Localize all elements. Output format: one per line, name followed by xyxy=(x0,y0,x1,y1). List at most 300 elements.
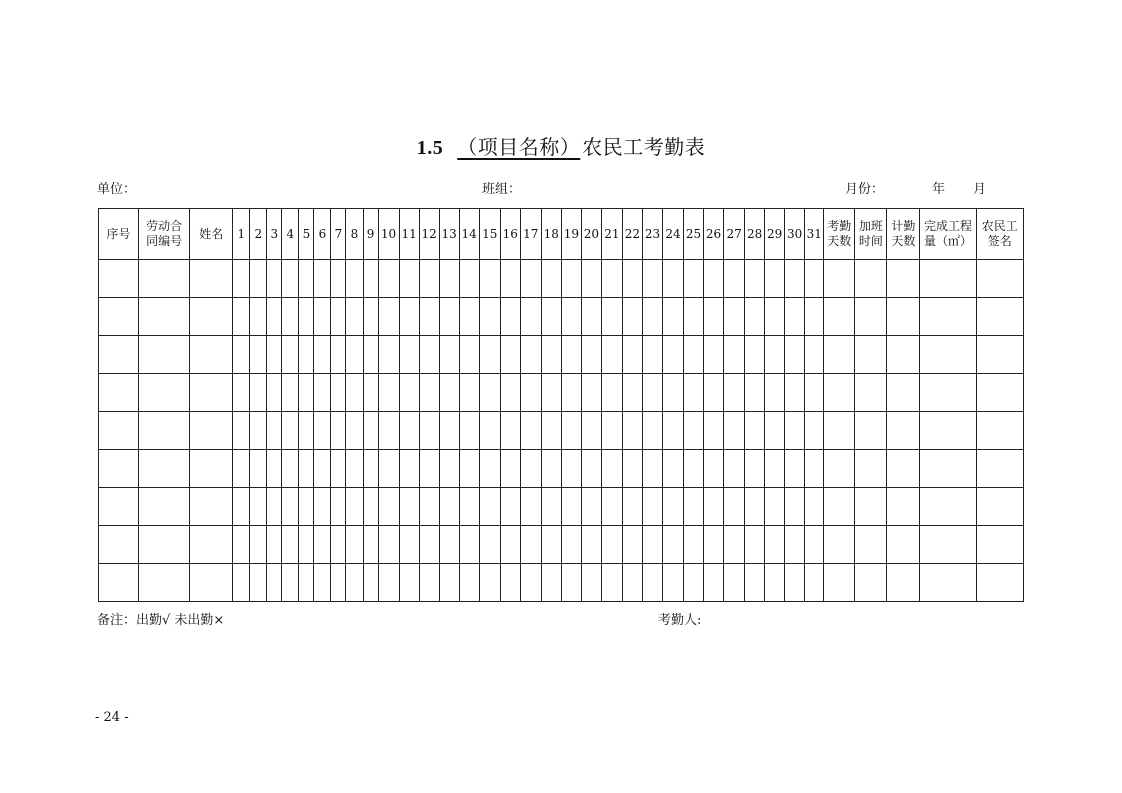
table-cell xyxy=(479,336,500,374)
table-cell xyxy=(267,564,282,602)
table-cell xyxy=(684,488,704,526)
table-cell xyxy=(139,298,190,336)
table-cell xyxy=(346,374,363,412)
table-cell xyxy=(581,374,601,412)
attendance-table xyxy=(98,208,1024,602)
table-cell xyxy=(520,260,541,298)
table-row xyxy=(99,374,1024,412)
table-cell xyxy=(601,450,622,488)
table-cell xyxy=(662,488,683,526)
table-cell xyxy=(704,412,724,450)
header-day-18: 18 xyxy=(541,209,561,260)
table-cell xyxy=(250,412,267,450)
table-cell xyxy=(459,450,479,488)
table-cell xyxy=(601,526,622,564)
table-cell xyxy=(745,336,765,374)
table-cell xyxy=(976,260,1023,298)
table-cell xyxy=(561,564,581,602)
table-cell xyxy=(190,564,233,602)
table-cell xyxy=(99,450,139,488)
table-cell xyxy=(378,488,399,526)
table-cell xyxy=(855,412,887,450)
table-cell xyxy=(765,412,785,450)
table-cell xyxy=(724,336,745,374)
table-row xyxy=(99,336,1024,374)
table-cell xyxy=(622,260,642,298)
table-cell xyxy=(724,564,745,602)
title-text: 农民工考勤表 xyxy=(582,135,706,159)
table-cell xyxy=(520,526,541,564)
table-cell xyxy=(299,450,314,488)
table-cell xyxy=(282,336,299,374)
table-row xyxy=(99,564,1024,602)
header-worker-signature-line1: 农民工 xyxy=(981,219,1018,233)
header-day-21: 21 xyxy=(601,209,622,260)
table-cell xyxy=(419,298,439,336)
table-cell xyxy=(500,526,520,564)
table-cell xyxy=(855,564,887,602)
table-cell xyxy=(824,488,855,526)
table-cell xyxy=(439,450,459,488)
table-cell xyxy=(745,526,765,564)
table-cell xyxy=(855,336,887,374)
table-cell xyxy=(785,564,805,602)
header-work-volume xyxy=(920,209,976,260)
table-cell xyxy=(378,526,399,564)
header-day-6: 6 xyxy=(314,209,331,260)
table-cell xyxy=(622,298,642,336)
table-cell xyxy=(765,374,785,412)
table-cell xyxy=(299,488,314,526)
table-cell xyxy=(399,412,419,450)
table-cell xyxy=(500,488,520,526)
table-cell xyxy=(346,564,363,602)
table-cell xyxy=(99,564,139,602)
table-cell xyxy=(439,298,459,336)
table-cell xyxy=(267,450,282,488)
table-cell xyxy=(704,336,724,374)
table-cell xyxy=(363,526,378,564)
table-cell xyxy=(363,336,378,374)
table-cell xyxy=(920,564,976,602)
table-cell xyxy=(399,336,419,374)
table-cell xyxy=(561,412,581,450)
table-cell xyxy=(233,450,250,488)
header-day-7: 7 xyxy=(331,209,346,260)
table-cell xyxy=(99,298,139,336)
table-cell xyxy=(190,488,233,526)
table-cell xyxy=(520,450,541,488)
table-cell xyxy=(378,450,399,488)
table-cell xyxy=(346,260,363,298)
table-cell xyxy=(684,412,704,450)
table-cell xyxy=(920,260,976,298)
table-cell xyxy=(684,564,704,602)
header-overtime-line1: 加班 xyxy=(858,219,883,233)
header-overtime-line2: 时间 xyxy=(858,234,883,248)
table-cell xyxy=(419,336,439,374)
page-title xyxy=(0,131,1122,160)
table-cell xyxy=(399,260,419,298)
table-cell xyxy=(331,374,346,412)
table-cell xyxy=(745,488,765,526)
header-attendance-days-line1: 考勤 xyxy=(827,219,852,233)
table-cell xyxy=(419,450,439,488)
table-cell xyxy=(541,260,561,298)
header-contract-no-line2: 同编号 xyxy=(146,234,183,248)
table-cell xyxy=(233,526,250,564)
table-cell xyxy=(785,488,805,526)
header-paid-days xyxy=(887,209,920,260)
table-cell xyxy=(887,298,920,336)
table-cell xyxy=(299,412,314,450)
table-cell xyxy=(642,526,662,564)
table-cell xyxy=(601,374,622,412)
table-cell xyxy=(363,450,378,488)
table-cell xyxy=(541,526,561,564)
table-cell xyxy=(805,488,824,526)
table-cell xyxy=(267,298,282,336)
table-cell xyxy=(331,412,346,450)
table-body xyxy=(99,260,1024,602)
table-cell xyxy=(399,526,419,564)
table-cell xyxy=(500,374,520,412)
table-cell xyxy=(314,374,331,412)
table-cell xyxy=(299,298,314,336)
table-cell xyxy=(642,488,662,526)
table-cell xyxy=(745,374,765,412)
header-day-2: 2 xyxy=(250,209,267,260)
table-cell xyxy=(704,298,724,336)
header-paid-days-line1: 计勤 xyxy=(891,219,916,233)
header-contract-no xyxy=(139,209,190,260)
table-cell xyxy=(267,488,282,526)
table-cell xyxy=(601,412,622,450)
table-cell xyxy=(561,260,581,298)
table-cell xyxy=(331,488,346,526)
table-cell xyxy=(662,564,683,602)
table-cell xyxy=(419,526,439,564)
header-contract-no-line1: 劳动合 xyxy=(146,219,183,233)
table-cell xyxy=(399,450,419,488)
table-cell xyxy=(684,374,704,412)
table-cell xyxy=(887,260,920,298)
table-cell xyxy=(500,298,520,336)
footer-note: 备注：出勤√ 未出勤× xyxy=(97,613,225,628)
table-cell xyxy=(250,564,267,602)
table-cell xyxy=(765,298,785,336)
table-cell xyxy=(704,526,724,564)
table-cell xyxy=(314,412,331,450)
table-cell xyxy=(684,298,704,336)
table-cell xyxy=(363,488,378,526)
table-cell xyxy=(233,488,250,526)
table-cell xyxy=(541,336,561,374)
table-cell xyxy=(314,488,331,526)
header-day-30: 30 xyxy=(785,209,805,260)
table-cell xyxy=(439,412,459,450)
table-cell xyxy=(824,412,855,450)
table-cell xyxy=(824,260,855,298)
table-cell xyxy=(520,374,541,412)
table-cell xyxy=(99,526,139,564)
table-cell xyxy=(622,488,642,526)
table-cell xyxy=(250,260,267,298)
table-cell xyxy=(745,298,765,336)
table-cell xyxy=(855,488,887,526)
table-cell xyxy=(520,336,541,374)
table-cell xyxy=(601,298,622,336)
table-cell xyxy=(684,336,704,374)
table-cell xyxy=(642,412,662,450)
table-cell xyxy=(479,488,500,526)
table-cell xyxy=(662,526,683,564)
header-day-13: 13 xyxy=(439,209,459,260)
table-cell xyxy=(190,260,233,298)
table-cell xyxy=(745,564,765,602)
table-cell xyxy=(399,488,419,526)
header-day-22: 22 xyxy=(622,209,642,260)
table-cell xyxy=(724,298,745,336)
table-cell xyxy=(976,298,1023,336)
table-cell xyxy=(314,564,331,602)
table-cell xyxy=(500,564,520,602)
header-day-26: 26 xyxy=(704,209,724,260)
table-cell xyxy=(459,260,479,298)
table-cell xyxy=(299,526,314,564)
table-cell xyxy=(581,564,601,602)
table-cell xyxy=(500,336,520,374)
table-cell xyxy=(419,260,439,298)
table-cell xyxy=(724,260,745,298)
table-cell xyxy=(378,374,399,412)
table-cell xyxy=(139,488,190,526)
table-cell xyxy=(785,374,805,412)
table-cell xyxy=(920,374,976,412)
table-cell xyxy=(459,336,479,374)
table-cell xyxy=(363,374,378,412)
header-attendance-days-line2: 天数 xyxy=(827,234,852,248)
table-cell xyxy=(99,260,139,298)
page-number: - 24 - xyxy=(95,710,129,725)
table-cell xyxy=(139,564,190,602)
table-cell xyxy=(282,298,299,336)
table-cell xyxy=(459,374,479,412)
table-cell xyxy=(250,336,267,374)
table-cell xyxy=(479,298,500,336)
table-cell xyxy=(299,336,314,374)
table-cell xyxy=(824,336,855,374)
table-cell xyxy=(704,488,724,526)
table-cell xyxy=(642,450,662,488)
table-cell xyxy=(139,412,190,450)
table-cell xyxy=(419,488,439,526)
table-cell xyxy=(704,260,724,298)
table-cell xyxy=(282,488,299,526)
table-cell xyxy=(662,298,683,336)
table-cell xyxy=(267,412,282,450)
table-cell xyxy=(724,412,745,450)
table-cell xyxy=(233,260,250,298)
table-cell xyxy=(704,450,724,488)
table-cell xyxy=(765,336,785,374)
header-overtime xyxy=(855,209,887,260)
table-cell xyxy=(541,298,561,336)
table-cell xyxy=(976,336,1023,374)
table-cell xyxy=(581,412,601,450)
header-day-14: 14 xyxy=(459,209,479,260)
table-cell xyxy=(642,260,662,298)
table-cell xyxy=(459,298,479,336)
header-day-31: 31 xyxy=(805,209,824,260)
header-day-29: 29 xyxy=(765,209,785,260)
table-cell xyxy=(976,526,1023,564)
table-cell xyxy=(439,526,459,564)
header-day-9: 9 xyxy=(363,209,378,260)
table-cell xyxy=(139,336,190,374)
table-cell xyxy=(314,450,331,488)
table-cell xyxy=(331,336,346,374)
table-cell xyxy=(887,412,920,450)
table-cell xyxy=(622,450,642,488)
mon-label: 月 xyxy=(973,182,987,197)
table-cell xyxy=(363,298,378,336)
table-cell xyxy=(459,412,479,450)
table-cell xyxy=(346,450,363,488)
table-cell xyxy=(99,488,139,526)
table-cell xyxy=(824,564,855,602)
table-cell xyxy=(920,450,976,488)
table-row xyxy=(99,412,1024,450)
table-cell xyxy=(346,336,363,374)
table-cell xyxy=(233,374,250,412)
table-cell xyxy=(824,450,855,488)
table-cell xyxy=(662,374,683,412)
table-cell xyxy=(601,260,622,298)
table-cell xyxy=(805,374,824,412)
table-cell xyxy=(99,336,139,374)
table-cell xyxy=(581,488,601,526)
table-cell xyxy=(520,298,541,336)
table-cell xyxy=(662,450,683,488)
table-cell xyxy=(561,488,581,526)
table-cell xyxy=(419,412,439,450)
header-work-volume-line2: 量（㎡） xyxy=(923,234,972,248)
table-cell xyxy=(439,488,459,526)
header-day-17: 17 xyxy=(520,209,541,260)
table-cell xyxy=(805,526,824,564)
table-cell xyxy=(724,374,745,412)
table-row xyxy=(99,450,1024,488)
table-cell xyxy=(250,526,267,564)
table-cell xyxy=(479,450,500,488)
table-cell xyxy=(346,412,363,450)
header-attendance-days xyxy=(824,209,855,260)
table-cell xyxy=(520,564,541,602)
table-cell xyxy=(805,260,824,298)
table-cell xyxy=(642,564,662,602)
table-cell xyxy=(745,260,765,298)
table-cell xyxy=(331,298,346,336)
table-cell xyxy=(419,374,439,412)
table-cell xyxy=(642,336,662,374)
table-cell xyxy=(363,260,378,298)
table-cell xyxy=(331,450,346,488)
table-cell xyxy=(363,412,378,450)
table-cell xyxy=(346,488,363,526)
header-day-27: 27 xyxy=(724,209,745,260)
table-cell xyxy=(500,412,520,450)
header-day-11: 11 xyxy=(399,209,419,260)
header-worker-signature xyxy=(976,209,1023,260)
table-cell xyxy=(233,412,250,450)
month-field xyxy=(845,178,986,197)
table-cell xyxy=(581,298,601,336)
table-cell xyxy=(378,298,399,336)
table-cell xyxy=(378,260,399,298)
table-cell xyxy=(233,298,250,336)
table-cell xyxy=(190,526,233,564)
table-cell xyxy=(887,488,920,526)
table-cell xyxy=(282,412,299,450)
table-cell xyxy=(267,260,282,298)
table-cell xyxy=(805,564,824,602)
table-cell xyxy=(765,526,785,564)
table-cell xyxy=(314,336,331,374)
header-day-19: 19 xyxy=(561,209,581,260)
table-cell xyxy=(581,336,601,374)
table-cell xyxy=(190,412,233,450)
table-cell xyxy=(299,374,314,412)
header-day-20: 20 xyxy=(581,209,601,260)
table-cell xyxy=(378,336,399,374)
table-cell xyxy=(282,374,299,412)
year-label: 年 xyxy=(932,182,946,197)
table-cell xyxy=(920,488,976,526)
table-cell xyxy=(581,260,601,298)
table-cell xyxy=(139,450,190,488)
table-row xyxy=(99,298,1024,336)
table-cell xyxy=(99,374,139,412)
table-cell xyxy=(887,564,920,602)
team-label: 班组： xyxy=(482,182,522,197)
table-cell xyxy=(824,374,855,412)
table-cell xyxy=(765,488,785,526)
header-day-5: 5 xyxy=(299,209,314,260)
table-cell xyxy=(520,412,541,450)
table-cell xyxy=(976,412,1023,450)
table-cell xyxy=(765,260,785,298)
checker-label: 考勤人: xyxy=(658,613,702,628)
table-cell xyxy=(785,336,805,374)
table-cell xyxy=(785,450,805,488)
table-cell xyxy=(662,412,683,450)
table-cell xyxy=(601,488,622,526)
table-cell xyxy=(601,564,622,602)
table-cell xyxy=(250,298,267,336)
table-cell xyxy=(479,374,500,412)
table-header-row xyxy=(99,209,1024,260)
table-cell xyxy=(684,450,704,488)
table-cell xyxy=(190,450,233,488)
table-cell xyxy=(541,374,561,412)
table-cell xyxy=(724,526,745,564)
table-cell xyxy=(399,298,419,336)
table-cell xyxy=(479,564,500,602)
table-cell xyxy=(622,336,642,374)
table-cell xyxy=(419,564,439,602)
table-cell xyxy=(920,412,976,450)
